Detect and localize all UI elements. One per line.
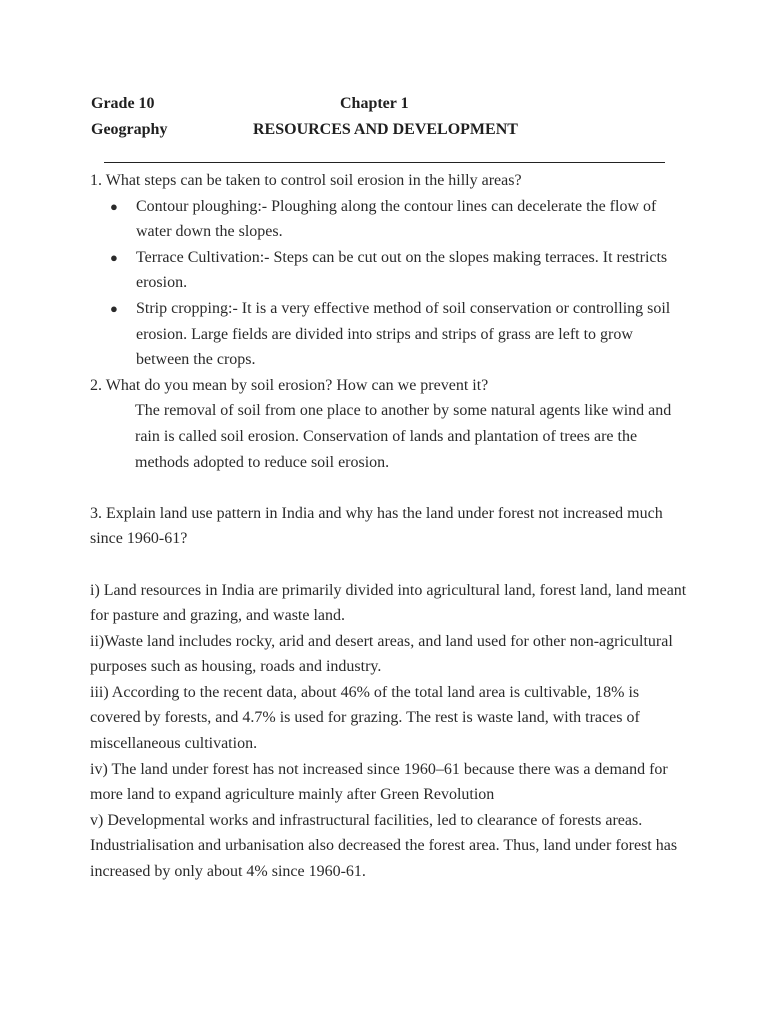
answer-bullet xyxy=(90,296,690,373)
answer-bullet-text: Terrace Cultivation:- Steps can be cut out on the slopes making terraces. It restricts erosion. xyxy=(136,248,668,292)
bullet-icon: ● xyxy=(110,249,118,265)
answer-bullet xyxy=(90,245,690,296)
chapter-label: Chapter 1 xyxy=(340,95,409,112)
question-1: 1. What steps can be taken to control soil erosion in the hilly areas? xyxy=(90,172,522,189)
bullet-icon: ● xyxy=(110,198,118,214)
question-1-answer-list xyxy=(90,194,690,373)
answer-bullet-text: Contour ploughing:- Ploughing along the contour lines can decelerate the flow of water down the slopes. xyxy=(136,197,657,241)
question-3: 3. Explain land use pattern in India and why has the land under forest not increased much since 1960-61? xyxy=(90,504,663,548)
document-body xyxy=(90,168,690,885)
question-2: 2. What do you mean by soil erosion? How can we prevent it? xyxy=(90,376,489,394)
answer-bullet xyxy=(90,194,690,245)
bullet-icon: ● xyxy=(110,300,118,316)
subject-label: Geography xyxy=(91,121,168,138)
question-2-answer: The removal of soil from one place to another by some natural agents like wind and rain is called soil erosion. Conservation of lands and plantation of trees are the methods adopted to reduce soil erosion. xyxy=(135,402,672,471)
question-3-point: iii) According to the recent data, about 46% of the total land area is cultivable, 18% is covered by forests, and 4.7% is used for grazing. The rest is waste land, with traces of miscellaneous cultivation. xyxy=(90,683,640,753)
spacer xyxy=(90,552,690,578)
question-3-point: i) Land resources in India are primarily divided into agricultural land, forest land, land meant for pasture and grazing, and waste land. xyxy=(90,581,687,625)
answer-bullet-text: Strip cropping:- It is a very effective method of soil conservation or controlling soil erosion. Large fields are divided into strips and strips of grass are left to grow between the crops. xyxy=(136,299,671,369)
question-3-point: iv) The land under forest has not increased since 1960–61 because there was a demand for more land to expand agriculture mainly after Green Revolution xyxy=(90,760,668,804)
question-3-point: ii)Waste land includes rocky, arid and desert areas, and land used for other non-agricultural purposes such as housing, roads and industry. xyxy=(90,632,673,676)
chapter-title: RESOURCES AND DEVELOPMENT xyxy=(253,121,518,138)
header-divider xyxy=(104,162,665,163)
question-3-point: v) Developmental works and infrastructural facilities, led to clearance of forests areas. Industrialisation and urbanisation also decreased the forest area. Thus, land under forest has increased by only about 4% since 1960-61. xyxy=(90,811,678,881)
grade-label: Grade 10 xyxy=(91,95,155,112)
spacer xyxy=(90,475,690,501)
